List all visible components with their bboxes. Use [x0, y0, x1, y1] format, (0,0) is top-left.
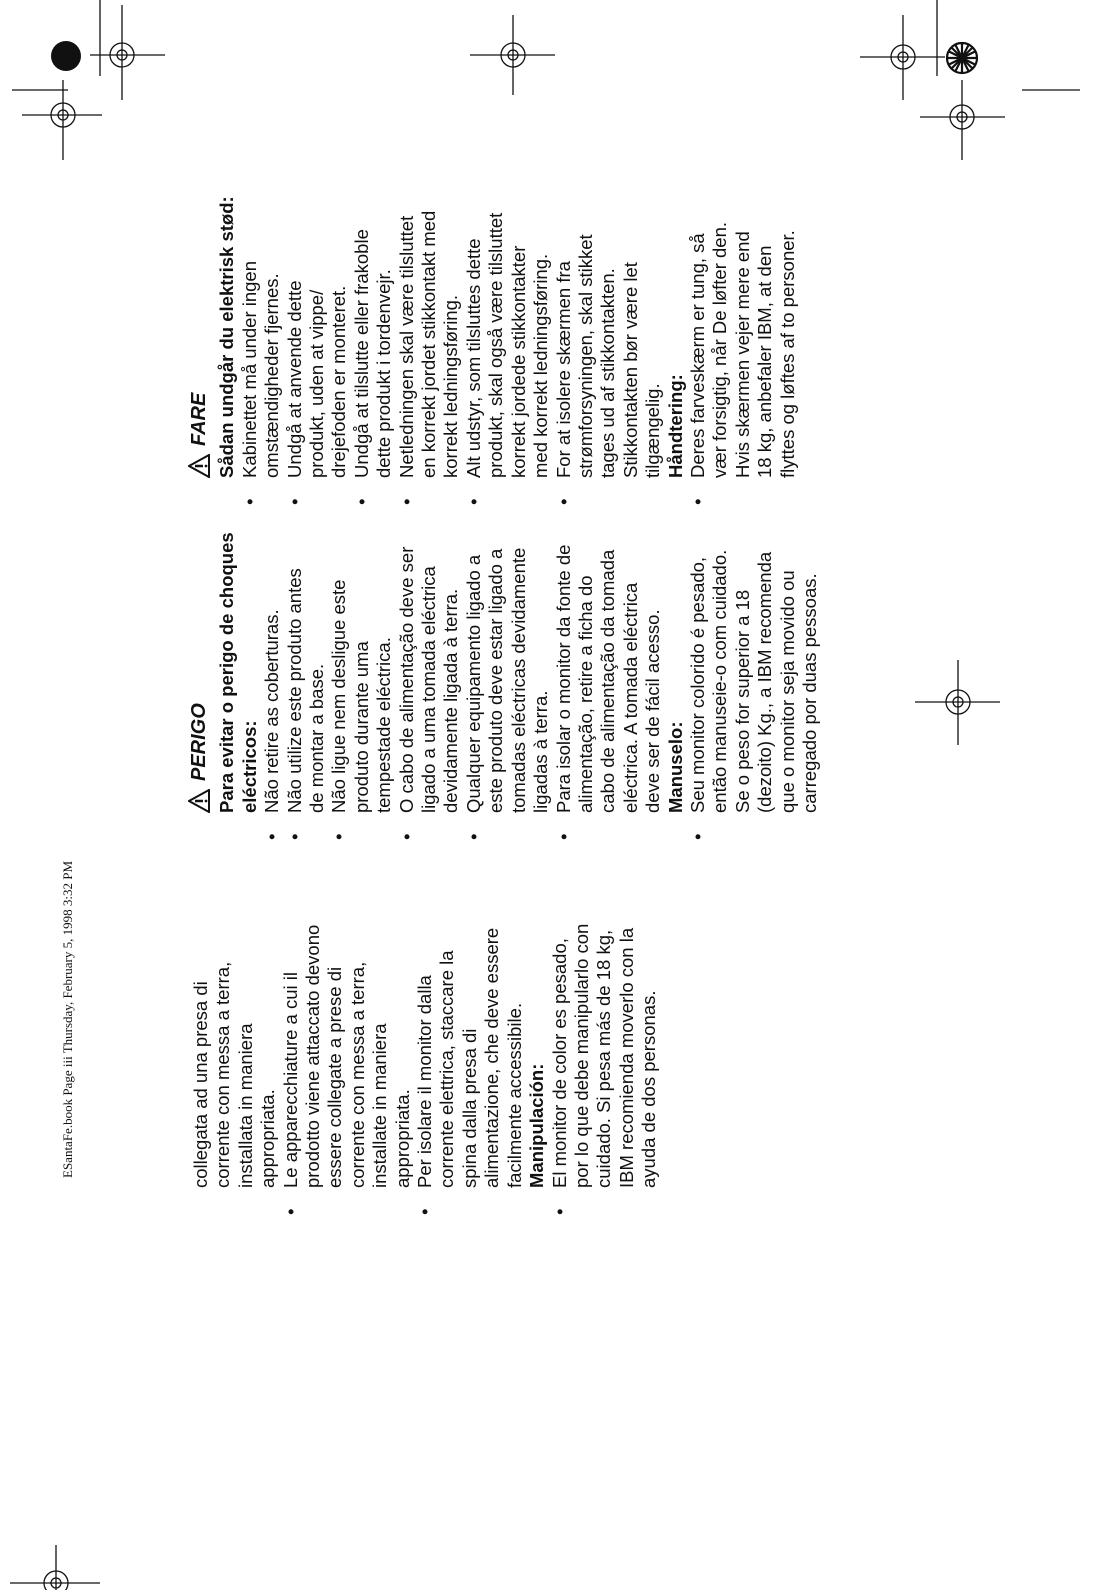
- text-line: cuidado. Si pesa más de 18 kg,: [593, 929, 615, 1188]
- text-line: corrente elettrica, staccare la: [436, 950, 458, 1188]
- text-line: en korrekt jordet stikkontakt med: [418, 210, 440, 478]
- text-line: Hvis skærmen vejer mere end: [731, 231, 753, 478]
- text-line: então manuseie-o com cuidado.: [709, 549, 731, 813]
- danger-title: PERIGO: [188, 703, 210, 781]
- text-line: Se o peso for superior a 18: [731, 589, 753, 813]
- bullet-item: • Qualquer equipamento ligado a: [463, 532, 485, 813]
- registration-target-icon: [860, 15, 945, 100]
- text-line: vær forsigtig, når De løfter den.: [709, 221, 731, 478]
- registration-dot-icon: [51, 41, 81, 71]
- text-line: collegata ad una presa di: [190, 981, 211, 1188]
- text-line: (dezoito) Kg., a IBM recomenda: [754, 551, 776, 813]
- text-line: carregado por duas pessoas.: [798, 573, 820, 813]
- bullet-item: • Alt udstyr, som tilsluttes dette: [463, 196, 485, 478]
- text-line: med korrekt ledningsføring.: [530, 253, 552, 478]
- text-line: appropriata.: [257, 1089, 279, 1188]
- text-line: ayuda de dos personas.: [638, 990, 660, 1188]
- danger-title: FARE: [188, 392, 210, 446]
- text-line: de montar a base.: [306, 663, 328, 813]
- text-line: tilgængelig.: [642, 383, 664, 478]
- section-heading: Para evitar o perigo de choques: [216, 532, 238, 813]
- bullet-item: • Não retire as coberturas.: [261, 532, 283, 813]
- text-line: tempestade eléctrica.: [373, 637, 395, 813]
- bullet-item: • Per isolare il monitor dalla: [414, 924, 436, 1188]
- registration-target-icon: [90, 5, 165, 100]
- section-heading: Håndtering:: [664, 374, 686, 478]
- bullet-item: • Deres farveskærm er tung, så: [687, 196, 709, 478]
- bullet-item: • Le apparecchiature a cui il: [280, 924, 302, 1188]
- bullet-item: • O cabo de alimentação deve ser: [396, 532, 418, 813]
- text-line: deve ser de fácil acesso.: [642, 609, 664, 813]
- section-heading: Manipulación:: [526, 1063, 548, 1188]
- text-line: produkt, skal også være tilsluttet: [485, 212, 507, 478]
- text-line: este produto deve estar ligado a: [485, 548, 507, 813]
- text-line: appropriata.: [391, 1089, 413, 1188]
- text-line: 18 kg, anbefaler IBM, at den: [754, 245, 776, 478]
- bullet-item: • Não utilize este produto antes: [284, 532, 306, 813]
- text-line: devidamente ligada à terra.: [440, 588, 462, 813]
- registration-target-icon: [920, 80, 1005, 160]
- bullet-item: • Para isolar o monitor da fonte de: [553, 532, 575, 813]
- bullet-item: • Netledningen skal være tilsluttet: [396, 196, 418, 478]
- text-line: tomadas eléctricas devidamente: [507, 547, 529, 813]
- text-line: produto durante uma: [350, 641, 372, 813]
- registration-target-icon: [915, 660, 1000, 745]
- section-heading: eléctricos:: [238, 720, 260, 813]
- bullet-item: • Seu monitor colorido é pesado,: [687, 532, 709, 813]
- text-line: omstændigheder fjernes.: [261, 273, 283, 478]
- text-line: korrekt jordede stikkontakter: [507, 245, 529, 478]
- text-line: prodotto viene attaccato devono: [302, 924, 324, 1188]
- text-line: flyttes og løftes af to personer.: [776, 230, 798, 478]
- bullet-item: • For at isolere skærmen fra: [553, 196, 575, 478]
- text-line: drejefoden er monteret.: [328, 285, 350, 478]
- text-line: corrente con messa a terra,: [346, 961, 368, 1188]
- registration-target-icon: [22, 80, 102, 160]
- text-line: facilmente accessibile.: [503, 1002, 525, 1188]
- text-line: installate in maniera: [369, 1023, 391, 1188]
- text-line: IBM recomienda moverlo con la: [615, 927, 637, 1188]
- section-heading: Manuselo:: [664, 721, 686, 813]
- text-line: ligado a uma tomada eléctrica: [418, 566, 440, 813]
- bullet-item: • Não ligue nem desligue este: [328, 532, 350, 813]
- text-line: dette produkt i tordenvejr.: [373, 269, 395, 478]
- text-line: tages ud af stikkontakten.: [597, 268, 619, 478]
- text-line: cabo de alimentação da tomada: [597, 549, 619, 813]
- text-line: que o monitor seja movido ou: [776, 570, 798, 813]
- section-heading: Sådan undgår du elektrisk stød:: [216, 196, 238, 478]
- text-line: por lo que debe manipularlo con: [570, 923, 592, 1188]
- registration-target-icon: [10, 1545, 100, 1590]
- text-line: installata in maniera: [234, 1023, 256, 1188]
- text-line: produkt, uden at vippe/: [306, 289, 328, 478]
- page-header: ESantaFe.book Page iii Thursday, February 5, 1998 3:32 PM: [60, 860, 75, 1178]
- starburst-mark-icon: [947, 43, 977, 73]
- text-line: korrekt ledningsføring.: [440, 294, 462, 478]
- text-line: alimentação, retire a ficha do: [574, 575, 596, 813]
- bullet-item: • Undgå at anvende dette: [284, 196, 306, 478]
- text-line: Stikkontakten bør være let: [619, 262, 641, 478]
- text-line: strømforsyningen, skal stikket: [574, 234, 596, 478]
- text-line: eléctrica. A tomada eléctrica: [619, 582, 641, 813]
- text-line: alimentazione, che deve essere: [481, 927, 503, 1188]
- bullet-item: • El monitor de color es pesado,: [549, 924, 571, 1188]
- text-line: corrente con messa a terra,: [212, 961, 234, 1188]
- text-line: essere collegate a prese di: [324, 966, 346, 1188]
- text-line: spina dalla presa di: [458, 1028, 480, 1188]
- bullet-item: • Undgå at tilslutte eller frakoble: [351, 196, 373, 478]
- registration-target-icon: [470, 15, 555, 95]
- bullet-item: • Kabinettet må under ingen: [239, 196, 261, 478]
- text-line: ligadas à terra.: [530, 690, 552, 813]
